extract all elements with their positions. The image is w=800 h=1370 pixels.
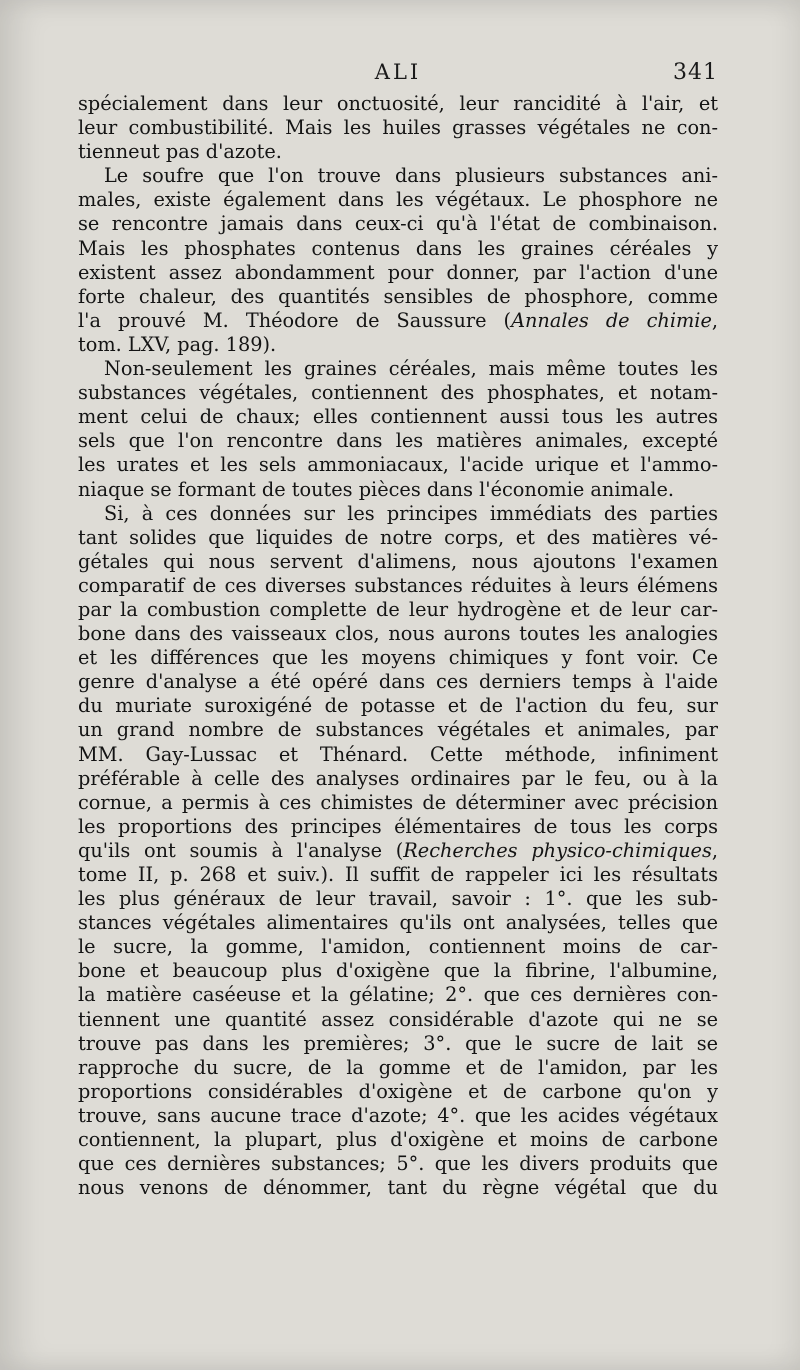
text-line: Non-seulement les graines céréales, mais même toutes les [104, 357, 718, 381]
text-line: sels que l'on rencontre dans les matières animales, excepté [78, 429, 718, 453]
citation-lead: qu'ils ont soumis à l'analyse ( [78, 838, 404, 862]
text-line: préférable à celle des analyses ordinaires par le feu, ou à la [78, 766, 718, 790]
text-line: tienneut pas d'azote. [78, 140, 282, 164]
text-line-with-citation [78, 839, 718, 863]
text-line: tom. LXV, pag. 189). [78, 332, 277, 356]
text-line: MM. Gay-Lussac et Thénard. Cette méthode, infiniment [78, 742, 718, 766]
text-line: tant solides que liquides de notre corps, et des matières vé- [78, 525, 718, 549]
text-line: Le soufre que l'on trouve dans plusieurs substances ani- [104, 164, 718, 188]
body-text [78, 92, 718, 1200]
text-line: la matière caséeuse et la gélatine; 2°. que ces dernières con- [78, 983, 718, 1007]
text-line: du muriate suroxigéné de potasse et de l'action du feu, sur [78, 694, 718, 718]
page-number: 341 [673, 60, 718, 85]
text-line: les proportions des principes élémentaires de tous les corps [78, 814, 718, 838]
text-line: trouve, sans aucune trace d'azote; 4°. que les acides végétaux [78, 1103, 718, 1127]
text-line: cornue, a permis à ces chimistes de déterminer avec précision [78, 790, 718, 814]
text-line: les urates et les sels ammoniacaux, l'acide urique et l'ammo- [78, 453, 718, 477]
text-line: trouve pas dans les premières; 3°. que le sucre de lait se [78, 1031, 718, 1055]
text-line: nous venons de dénommer, tant du règne végétal que du [78, 1176, 718, 1200]
text-line: ment celui de chaux; elles contiennent aussi tous les autres [78, 405, 718, 429]
running-head [78, 60, 718, 90]
text-line: et les différences que les moyens chimiques y font voir. Ce [78, 646, 718, 670]
text-line: les plus généraux de leur travail, savoir : 1°. que les sub- [78, 887, 718, 911]
citation-title: Annales de chimie [511, 308, 712, 332]
text-line: Si, à ces données sur les principes immédiats des parties [104, 501, 718, 525]
text-line: rapproche du sucre, de la gomme et de l'amidon, par les [78, 1055, 718, 1079]
text-line: par la combustion complette de leur hydrogène et de leur car- [78, 597, 718, 621]
text-line: niaque se formant de toutes pièces dans l'économie animale. [78, 477, 674, 501]
citation-lead: l'a prouvé M. Théodore de Saussure ( [78, 308, 512, 332]
text-line: que ces dernières substances; 5°. que les divers produits que [78, 1152, 718, 1176]
text-line: substances végétales, contiennent des phosphates, et notam- [78, 381, 718, 405]
text-line: comparatif de ces diverses substances réduites à leurs élémens [78, 573, 718, 597]
text-line: gétales qui nous servent d'alimens, nous ajoutons l'examen [78, 549, 718, 573]
citation-tail: , [711, 308, 719, 332]
text-line: stances végétales alimentaires qu'ils ont analysées, telles que [78, 911, 718, 935]
text-line: spécialement dans leur onctuosité, leur rancidité à l'air, et [78, 92, 718, 115]
text-line: le sucre, la gomme, l'amidon, contiennent moins de car- [78, 935, 718, 959]
text-line: tiennent une quantité assez considérable d'azote qui ne se [78, 1007, 718, 1031]
text-line: existent assez abondamment pour donner, par l'action d'une [78, 260, 718, 284]
text-line: genre d'analyse a été opéré dans ces derniers temps à l'aide [78, 670, 718, 694]
text-line: tome II, p. 268 et suiv.). Il suffit de rappeler ici les résultats [78, 863, 718, 886]
text-line: males, existe également dans les végétaux. Le phosphore ne [78, 188, 718, 212]
citation-tail: , [711, 838, 718, 862]
running-title: ALI [374, 60, 422, 84]
text-line: se rencontre jamais dans ceux-ci qu'à l'état de combinaison. [78, 212, 718, 236]
text-line: bone dans des vaisseaux clos, nous aurons toutes les analogies [78, 622, 718, 646]
text-line: contiennent, la plupart, plus d'oxigène et moins de carbone [78, 1128, 718, 1152]
text-line-with-citation [78, 309, 718, 333]
citation-title: Recherches physico-chimiques [403, 838, 712, 862]
text-line: bone et beaucoup plus d'oxigène que la fibrine, l'albumine, [78, 959, 718, 983]
text-line: leur combustibilité. Mais les huiles grasses végétales ne con- [78, 116, 718, 140]
text-line: un grand nombre de substances végétales et animales, par [78, 718, 718, 742]
text-line: Mais les phosphates contenus dans les graines céréales y [78, 236, 718, 260]
text-line: proportions considérables d'oxigène et de carbone qu'on y [78, 1079, 718, 1103]
text-line: forte chaleur, des quantités sensibles de phosphore, comme [78, 284, 718, 308]
